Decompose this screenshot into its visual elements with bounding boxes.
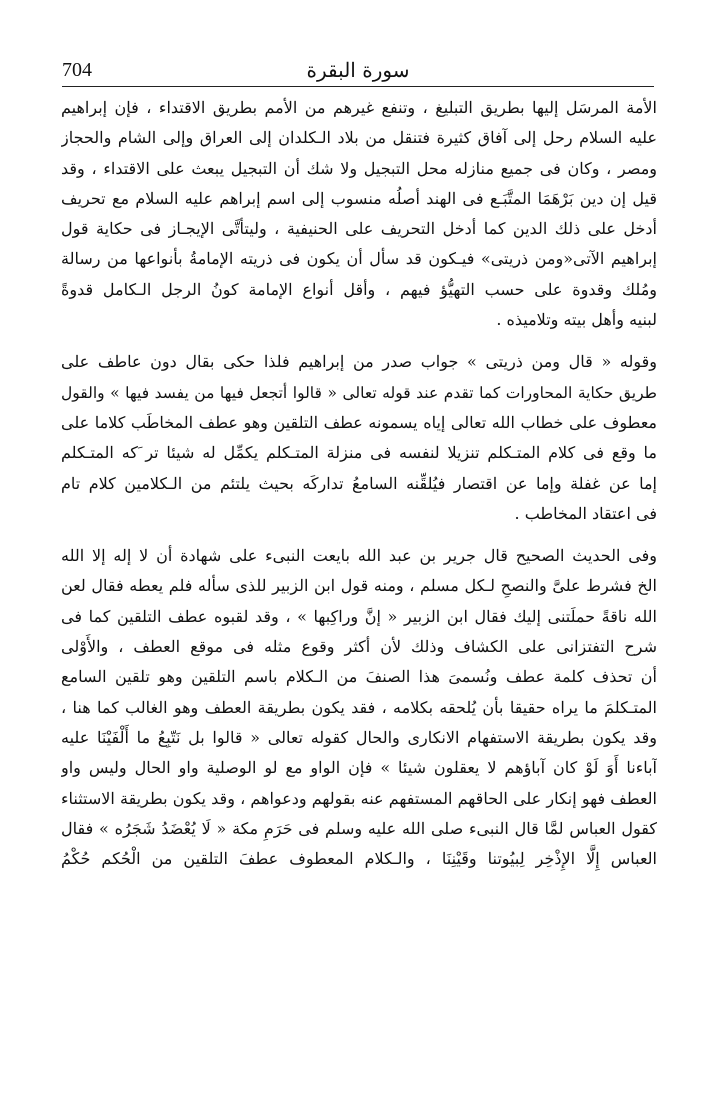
header-rule	[62, 86, 654, 87]
paragraph-gap	[61, 335, 657, 347]
paragraph	[61, 93, 657, 335]
running-header	[62, 56, 654, 84]
text-line: طريق حكاية المحاورات كما تقدم عند قوله تعالى « قالوا أتجعل فيها من يفسد فيها » والقول	[61, 383, 657, 402]
text-line: العباس إِلَّا الإِذْخِر لِبيُوتنا وقَيْنِنَا ، والـكلام المعطوف عطفَ التلقين من الْحُكم حُكْمُ	[61, 849, 657, 869]
text-line: عليه السلام رحل إلى آفاق كثيرة فتنقل من بلاد الـكلدان إلى العراق وإلى الشام والحجاز	[61, 128, 657, 148]
text-line: إما عن غفلة وإما عن اقتصار فيُلقِّنه السامعُ تداركَه بحيث يلتئم من الـكلامين كلام تام	[61, 473, 657, 493]
text-line: لبنيه وأهل بيته وتلاميذه .	[496, 310, 657, 330]
text-line: الله ناقةً حملَتنى إليك فقال ابن الزبير « إنَّ وراكِبها » ، وقد لقبوه عطف التلقين كما فى	[61, 606, 657, 626]
text-line: الخ فشرط علىَّ والنصحِ لـكل مسلم ، ومنه قول ابن الزبير للذى سأله فلم يعطه فقال لعن	[61, 576, 657, 596]
text-line: فى اعتقاد المخاطب .	[514, 503, 657, 523]
text-line: الأمة المرسَل إليها بطريق التبليغ ، وتنفع غيرهم من الأمم بطريق الاقتداء ، فإن إبراهيم	[61, 98, 657, 117]
text-line: إبراهيم الآتى«ومن ذريتى» فيـكون قد سأل أن يكون فى ذريته الإمامةُ بأنواعها من رسالة	[61, 249, 657, 269]
text-line: وفى الحديث الصحيح قال جرير بن عبد الله بايعت النبىء على شهادة أن لا إله إلا الله	[61, 546, 657, 566]
text-line: أدخل على ذلك الدين كما أدخل التحريف على الحنيفية ، وليتأتَّى الإيجـاز فى حكاية قول	[61, 219, 657, 239]
page-body	[61, 93, 657, 874]
text-line: ومصر ، وكان فى جميع منازله محل التبجيل ولا شك أن التبجيل يبعث على الاقتداء ، وقد	[61, 158, 657, 178]
text-line: المتـكلمَ ما يراه حقيقا بأن يُلحقه بكلامه ، فقد يكون بطريقة العطف وهو الغالب كما هنا ،	[61, 697, 657, 717]
text-line: ما وقع فى كلام المتـكلم تنزيلا لنفسه فى منزلة المتـكلم يكمِّل له شيئا تر َكه المتـكلم	[61, 443, 657, 463]
text-line: وقوله « قال ومن ذريتى » جواب صدر من إبراهيم فلذا حكى بقال دون عاطف على	[61, 352, 657, 372]
paragraph-gap	[61, 529, 657, 541]
paragraph	[61, 541, 657, 874]
text-line: كقول العباس لمَّا قال النبىء صلى الله عليه وسلم فى حَرَمِ مكة « لَا يُعْضَدُ شَجَرُه » فقال	[61, 818, 657, 838]
text-line: أن تحذف كلمة عطف ونُسمىَ هذا الصنفَ من الـكلام باسم التلقين وهو تلقين السامع	[61, 667, 657, 687]
page-number: 704	[62, 59, 92, 81]
text-line: ومُلك وقدوة على حسب التهيُّؤ فيهم ، وأقل أنواع الإمامة كونُ الرجل الـكامل قدوةً	[61, 279, 657, 299]
surah-title: سورة البقرة	[306, 58, 410, 82]
text-line: قيل إن دين بَرْهَمَا المتَّبَـع فى الهند أصلُه منسوب إلى اسم إبراهم عليه السلام مع تحريف	[61, 188, 657, 208]
text-line: معطوف على خطاب الله تعالى إياه يسمونه عطف التلقين وهو عطف المخاطَب كلاما على	[61, 412, 657, 432]
text-line: شرح التفتزانى على الكشاف وذلك لأن أكثر وقوع مثله فى موقع العطف ، والأَوْلى	[61, 637, 657, 657]
text-line: وقد يكون بطريقة الاستفهام الانكارى والحال كقوله تعالى « قالوا بل نَتّبِعُ ما أَلْفَيْنَا عليه	[61, 727, 657, 747]
paragraph	[61, 347, 657, 529]
text-line: العطف فهو إنكار على الحاقهم المستفهم عنه بقولهم ودعواهم ، وقد يكون بطريقة الاستثناء	[61, 788, 657, 808]
text-line: آباءنا أَوَ لَوْ كان آباؤهم لا يعقلون شيئا » فإن الواو مع لو الوصلية واو الحال وليس واو	[61, 758, 657, 778]
